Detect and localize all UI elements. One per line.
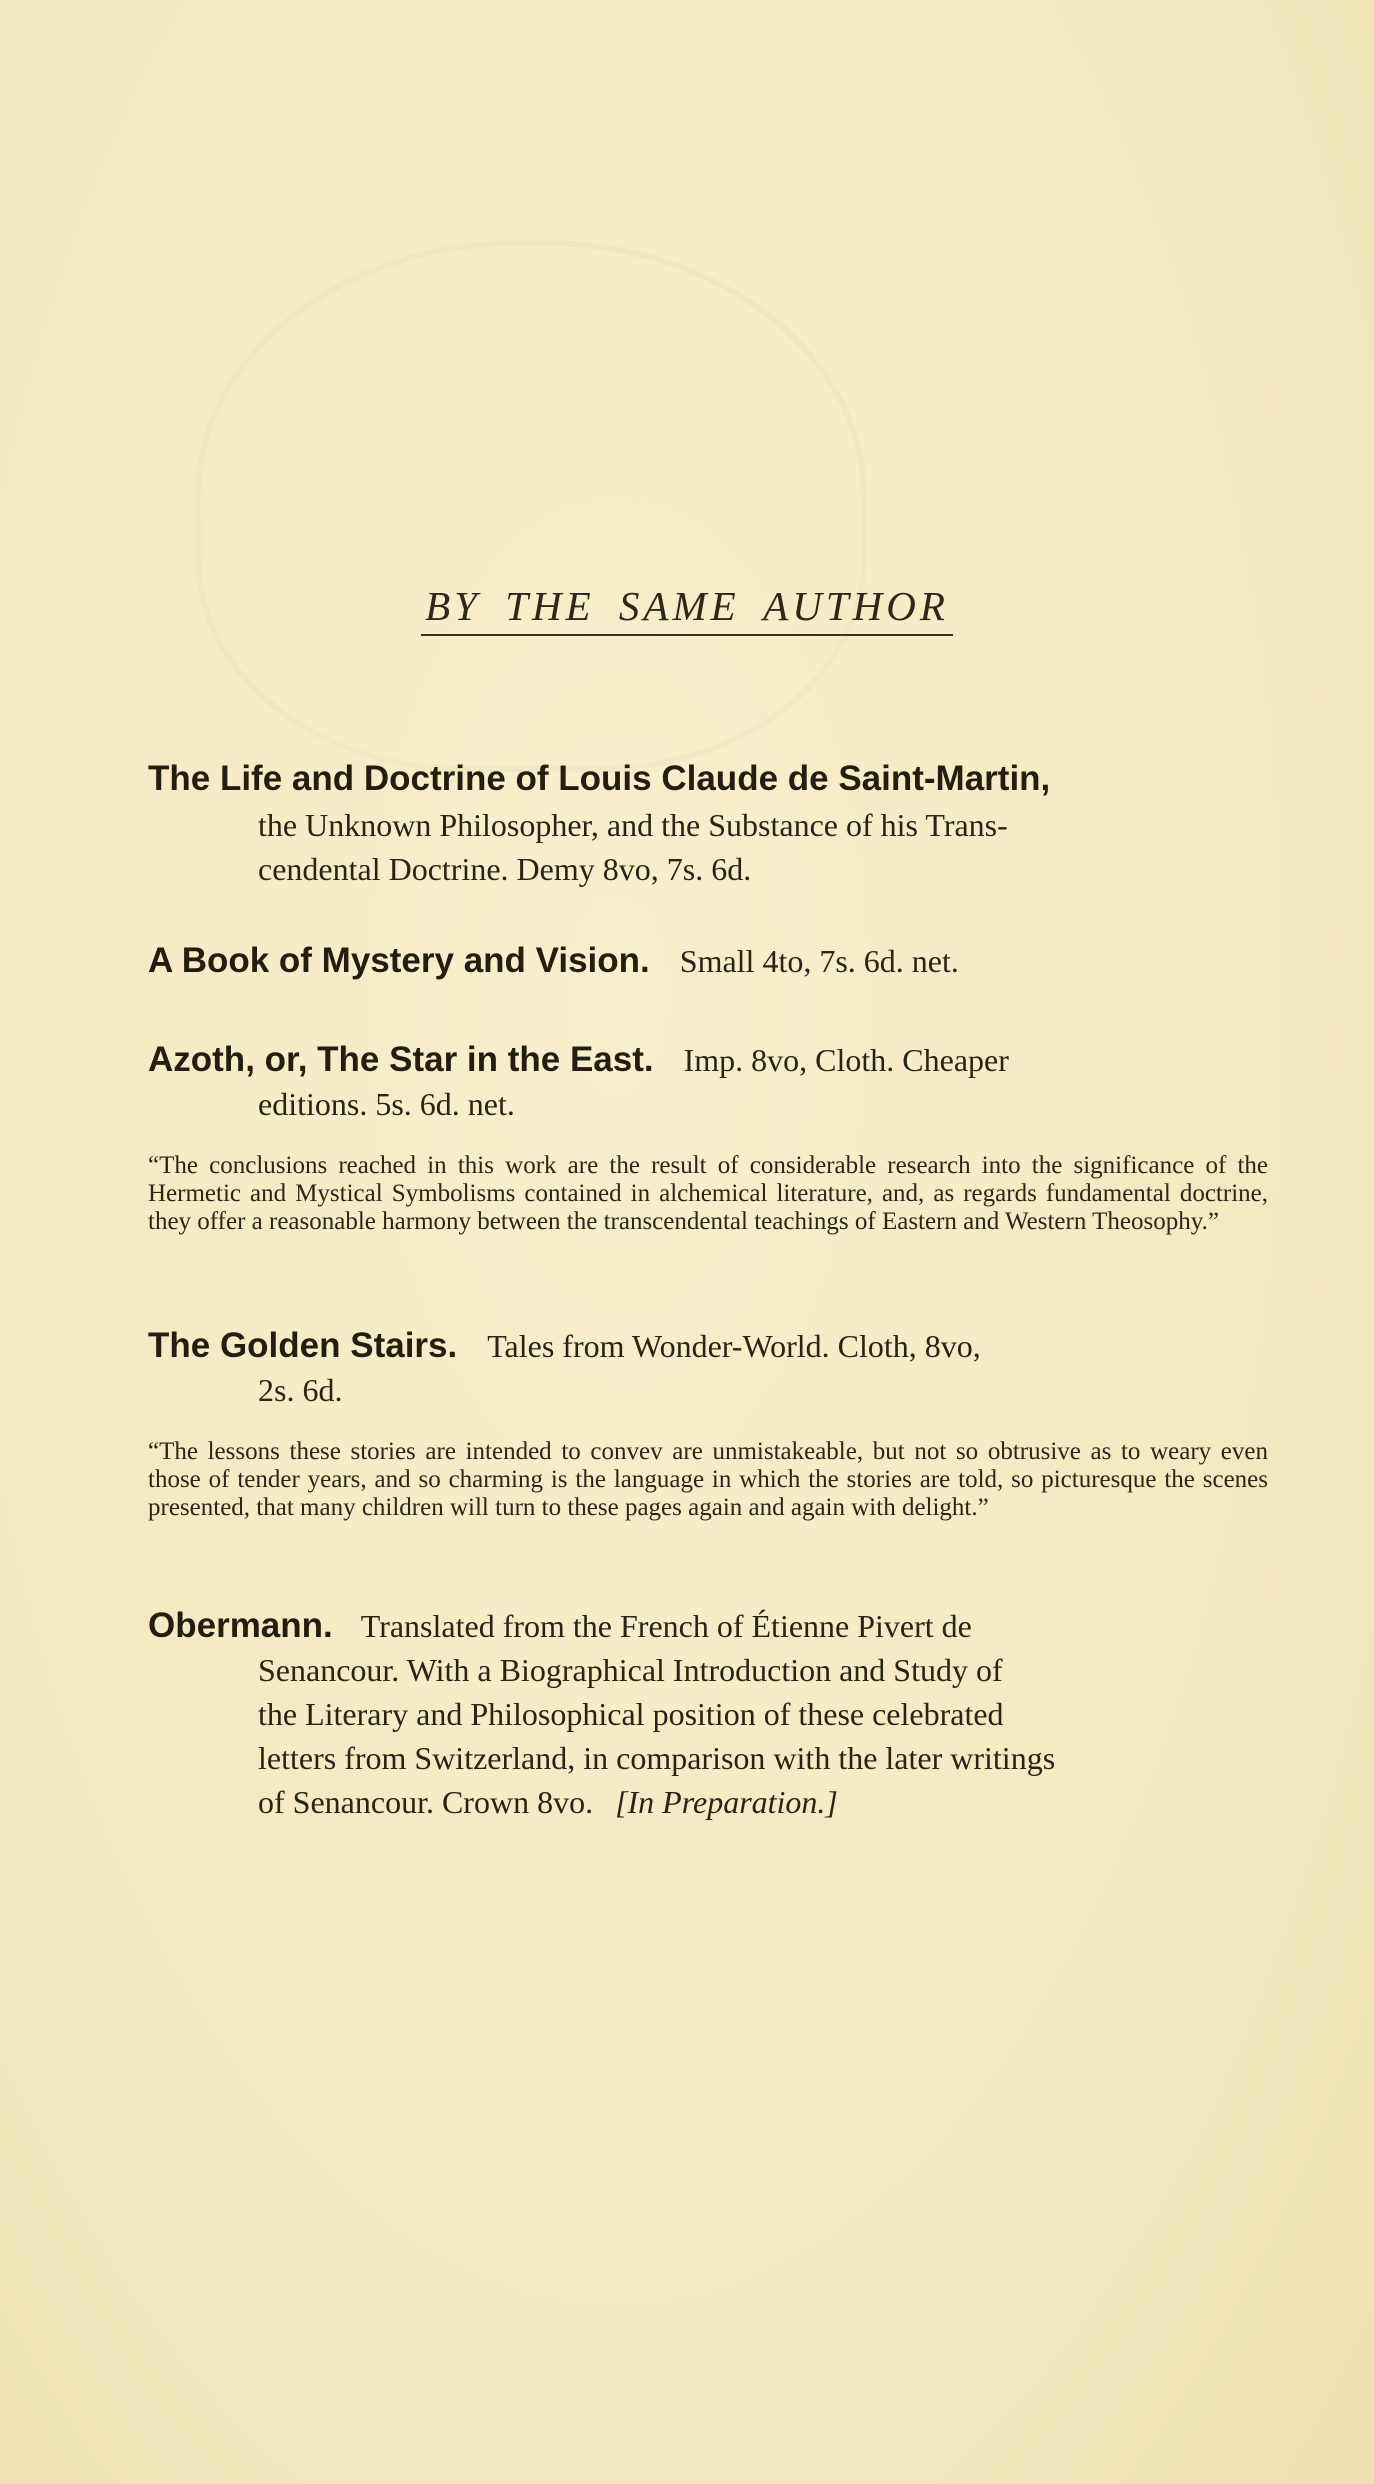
preparation-note: [In Preparation.] [615, 1784, 838, 1820]
section-heading [0, 582, 1374, 636]
entry-title: A Book of Mystery and Vision. [148, 941, 650, 980]
entry-quote: “The conclusions reached in this work are the result of considerable research into the significance of the Hermetic and Mystical Symbolisms contained in alchemical literature, and, as regards fundamental doctrine, they offer a reasonable harmony between the transcendental teachings of Eastern and Western Theosophy.” [148, 1152, 1268, 1235]
entry-mystery [148, 939, 1268, 983]
entry-saint-martin [148, 757, 1268, 891]
heading-text: BY THE SAME AUTHOR [421, 582, 953, 636]
bleed-through-mark [195, 240, 867, 772]
entry-golden-stairs [148, 1324, 1268, 1522]
entry-title: The Life and Doctrine of Louis Claude de Saint-Martin, [148, 759, 1051, 798]
entry-title: Obermann. [148, 1606, 333, 1645]
entry-quote: “The lessons these stories are intended to convev are unmistakeable, but not so obtrusive as to weary even those of tender years, and so charming is the language in which the stories are told, so picturesque the scenes presented, that many children will turn to these pages again and again with delight.” [148, 1438, 1268, 1521]
entry-details: Small 4to, 7s. 6d. net. [679, 943, 959, 979]
entry-details: Tales from Wonder-World. Cloth, 8vo, [487, 1328, 981, 1364]
entry-azoth [148, 1038, 1268, 1236]
entry-line: letters from Switzerland, in comparison with the later writings [258, 1740, 1056, 1776]
entry-line: of Senancour. Crown 8vo. [258, 1784, 594, 1820]
entry-line: 2s. 6d. [258, 1372, 343, 1408]
entry-line: the Literary and Philosophical position of these celebrated [258, 1696, 1004, 1732]
entry-line: Senancour. With a Biographical Introduction and Study of [258, 1652, 1003, 1688]
entry-title: The Golden Stairs. [148, 1326, 458, 1365]
entry-title: Azoth, or, The Star in the East. [148, 1040, 654, 1079]
entry-line: cendental Doctrine. Demy 8vo, 7s. 6d. [258, 851, 752, 887]
entry-details: Imp. 8vo, Cloth. Cheaper [683, 1042, 1009, 1078]
entry-line: editions. 5s. 6d. net. [258, 1086, 515, 1122]
entry-line: the Unknown Philosopher, and the Substance of his Trans- [258, 807, 1008, 843]
entry-obermann [148, 1604, 1268, 1824]
entry-details: Translated from the French of Étienne Pivert de [360, 1608, 972, 1644]
